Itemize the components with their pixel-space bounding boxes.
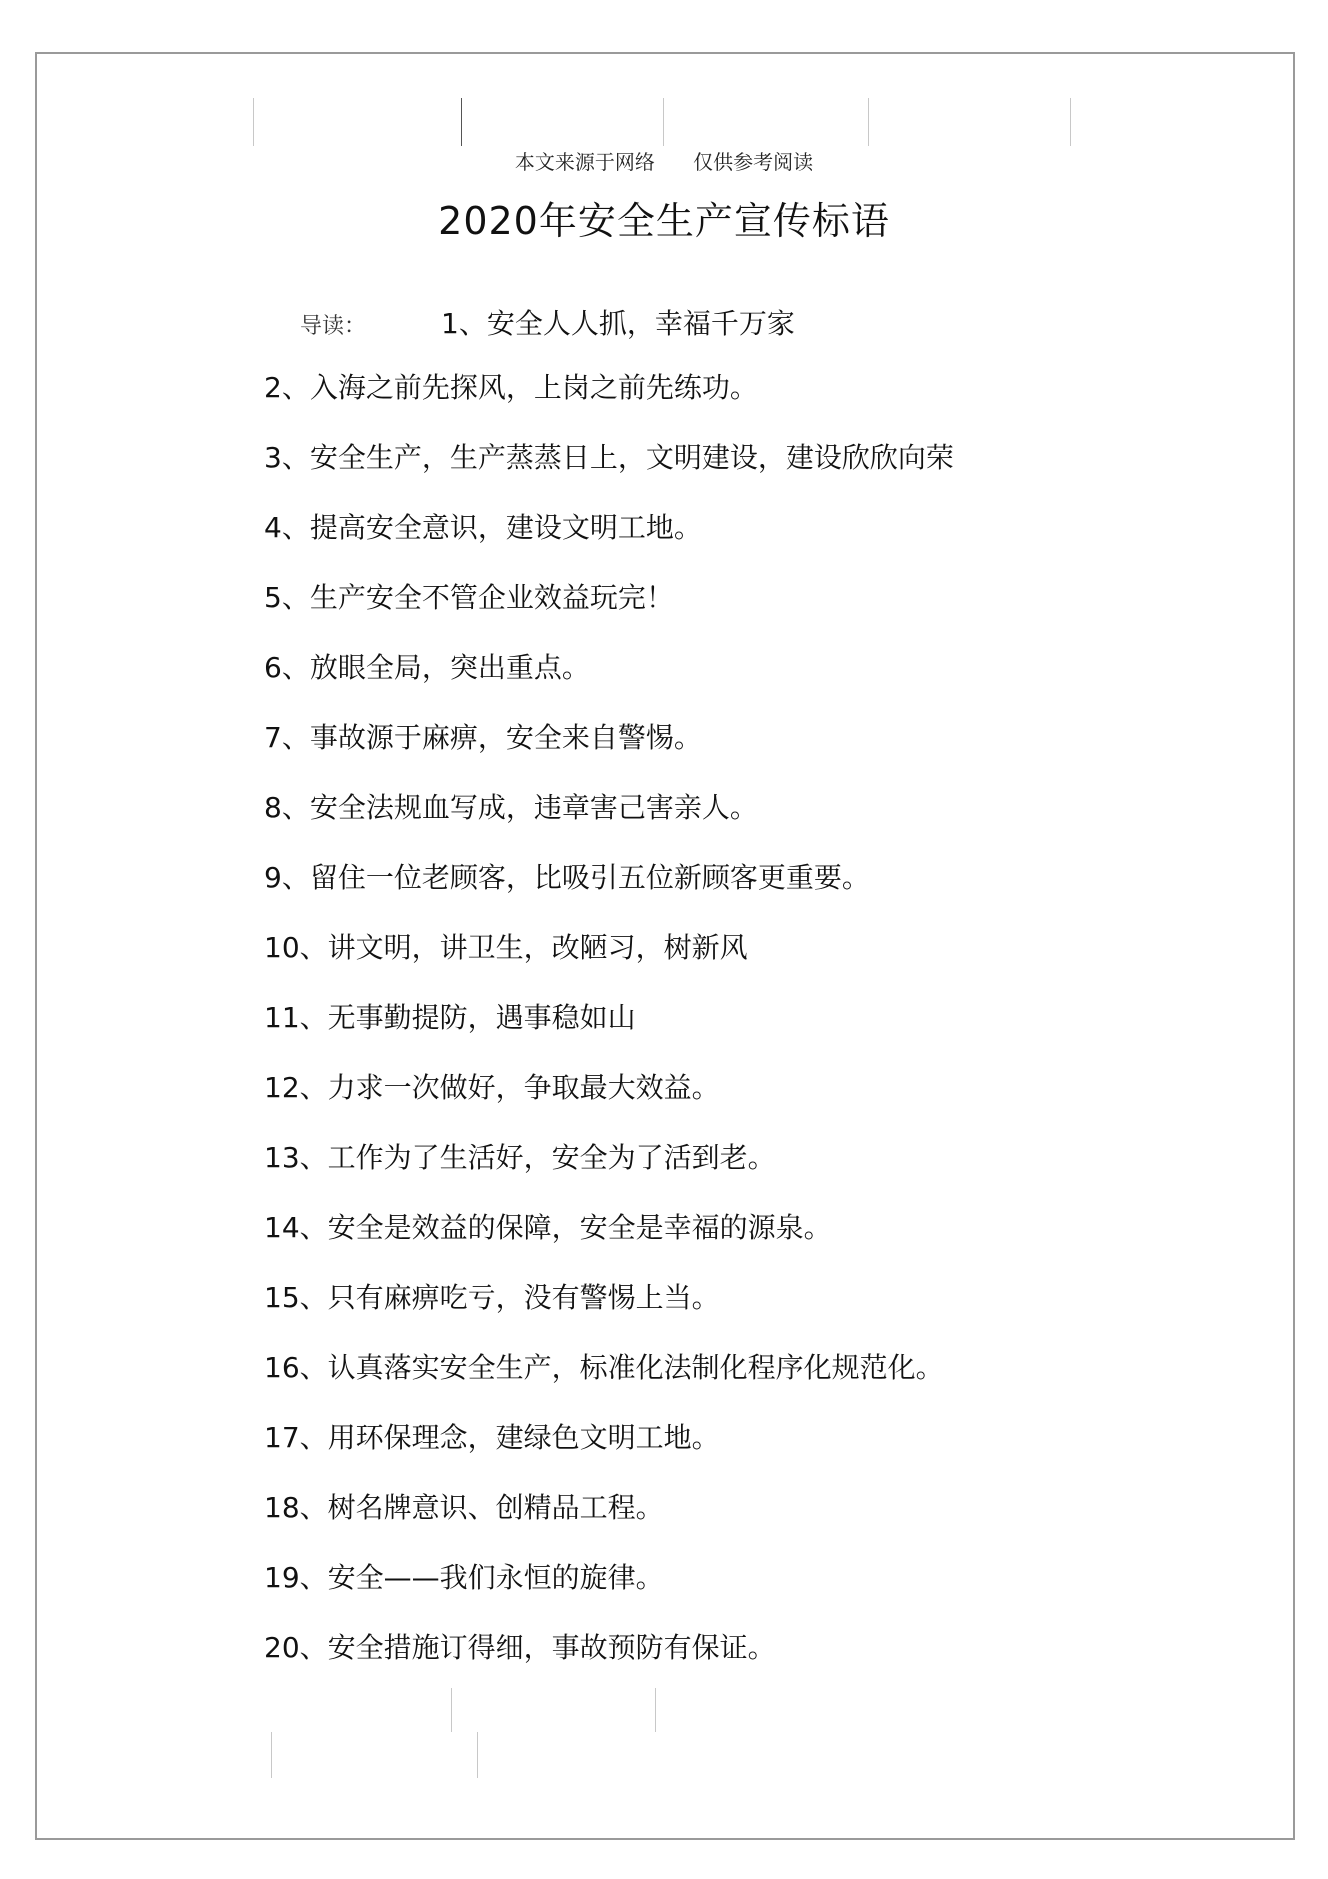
- slogan-item: 15、只有麻痹吃亏，没有警惕上当。: [264, 1281, 720, 1314]
- top-divider-2: [461, 98, 462, 146]
- slogan-item: 1、安全人人抓，幸福千万家: [441, 307, 795, 340]
- slogan-item: 17、用环保理念，建绿色文明工地。: [264, 1421, 720, 1454]
- slogan-item: 19、安全——我们永恒的旋律。: [264, 1561, 664, 1594]
- slogan-item: 2、入海之前先探风，上岗之前先练功。: [264, 371, 758, 404]
- slogan-item: 6、放眼全局，突出重点。: [264, 651, 590, 684]
- slogan-item: 12、力求一次做好，争取最大效益。: [264, 1071, 720, 1104]
- slogan-item: 4、提高安全意识，建设文明工地。: [264, 511, 702, 544]
- intro-row: [300, 302, 795, 342]
- slogan-item: 10、讲文明，讲卫生，改陋习，树新风: [264, 931, 748, 964]
- top-divider-3: [663, 98, 664, 146]
- top-divider-5: [1070, 98, 1071, 146]
- slogan-item: 11、无事勤提防，遇事稳如山: [264, 1001, 636, 1034]
- source-note: 本文来源于网络 仅供参考阅读: [514, 150, 814, 174]
- slogan-item: 5、生产安全不管企业效益玩完！: [264, 581, 674, 614]
- slogan-list: [264, 368, 954, 1698]
- bottom-divider-4: [477, 1732, 478, 1778]
- slogan-item: 7、事故源于麻痹，安全来自警惕。: [264, 721, 702, 754]
- slogan-item: 3、安全生产，生产蒸蒸日上，文明建设，建设欣欣向荣: [264, 441, 954, 474]
- intro-label: 导读：: [300, 314, 367, 339]
- slogan-item: 8、安全法规血写成，违章害己害亲人。: [264, 791, 758, 824]
- slogan-item: 13、工作为了生活好，安全为了活到老。: [264, 1141, 776, 1174]
- page-title: 2020年安全生产宣传标语: [438, 199, 890, 243]
- slogan-item: 18、树名牌意识、创精品工程。: [264, 1491, 664, 1524]
- top-divider-1: [253, 98, 254, 146]
- slogan-item: 14、安全是效益的保障，安全是幸福的源泉。: [264, 1211, 832, 1244]
- slogan-item: 9、留住一位老顾客，比吸引五位新顾客更重要。: [264, 861, 870, 894]
- slogan-item: 20、安全措施订得细，事故预防有保证。: [264, 1631, 776, 1664]
- bottom-divider-3: [271, 1732, 272, 1778]
- top-divider-4: [868, 98, 869, 146]
- slogan-item: 16、认真落实安全生产，标准化法制化程序化规范化。: [264, 1351, 944, 1384]
